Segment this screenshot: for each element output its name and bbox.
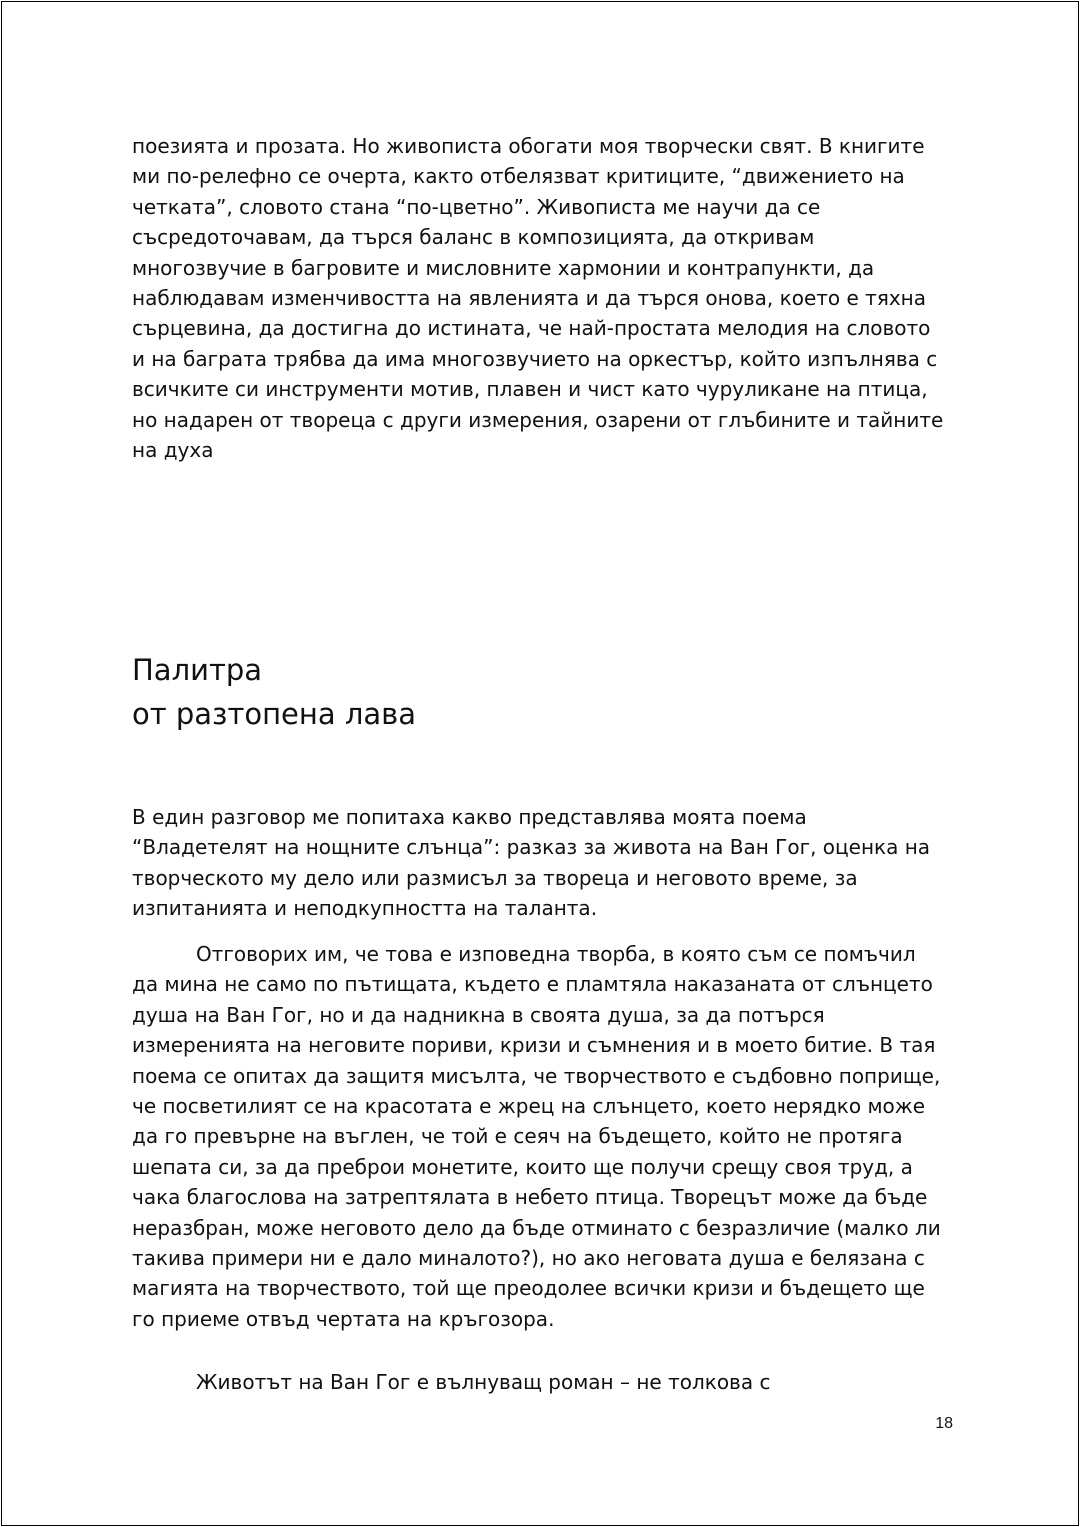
section-heading [132,648,947,736]
paragraph-answer: Отговорих им, че това е изповедна творба, в която съм се помъчил да мина не само по пътищата, където е пламтяла наказаната от слънцето душа на Ван Гог, но и да надникна в своята душа, за да потърся измеренията на неговите пориви, кризи и съмнения и в моето битие. В тая поема се опитах да защитя мисълта, че творчеството е съдбовно поприще, че посветилият се на красотата е жрец на слънцето, което нерядко може да го превърне на въглен, че той е сеяч на бъдещето, който не протяга шепата си, за да преброи монетите, които ще получи срещу своя труд, а чака благослова на затрептялата в небето птица. Творецът може да бъде неразбран, може неговото дело да бъде отминато с безразличие (малко ли такива примери ни е дало миналото?), но ако неговата душа е белязана с магията на творчеството, той ще преодолее всички кризи и бъдещето ще го приеме отвъд чертата на кръгозора. [132,942,941,1331]
paragraph-question: В един разговор ме попитаха какво представлява моята поема “Владетелят на нощните слънца”: разказ за живота на Ван Гог, оценка на творческото му дело или размисъл за твореца и неговото време, за изпитанията и неподкупността на таланта. [132,805,931,921]
heading-line-1: Палитра [132,653,263,687]
paragraph-intro: поезията и прозата. Но живописта обогати моя творчески свят. В книгите ми по-релефно се очерта, както отбелязват критиците, “движението на четката”, словото стана “по-цветно”. Живописта ме научи да се съсредоточавам, да търся баланс в композицията, да откривам многозвучие в багровите и мисловните хармонии и контрапункти, да наблюдавам изменчивостта на явленията и да търся онова, което е тяхна сърцевина, да достигна до истината, че най-простата мелодия на словото и на баграта трябва да има многозвучието на оркестър, който изпълнява с всичките си инструменти мотив, плавен и чист като чуруликане на птица, но надарен от твореца с други измерения, озарени от глъбините и тайните на духа [132,134,944,463]
document-page [1,1,1079,1526]
paragraph-last: Животът на Ван Гог е вълнуващ роман – не толкова с [196,1370,771,1394]
heading-line-2: от разтопена лава [132,697,417,731]
page-number: 18 [935,1415,953,1432]
